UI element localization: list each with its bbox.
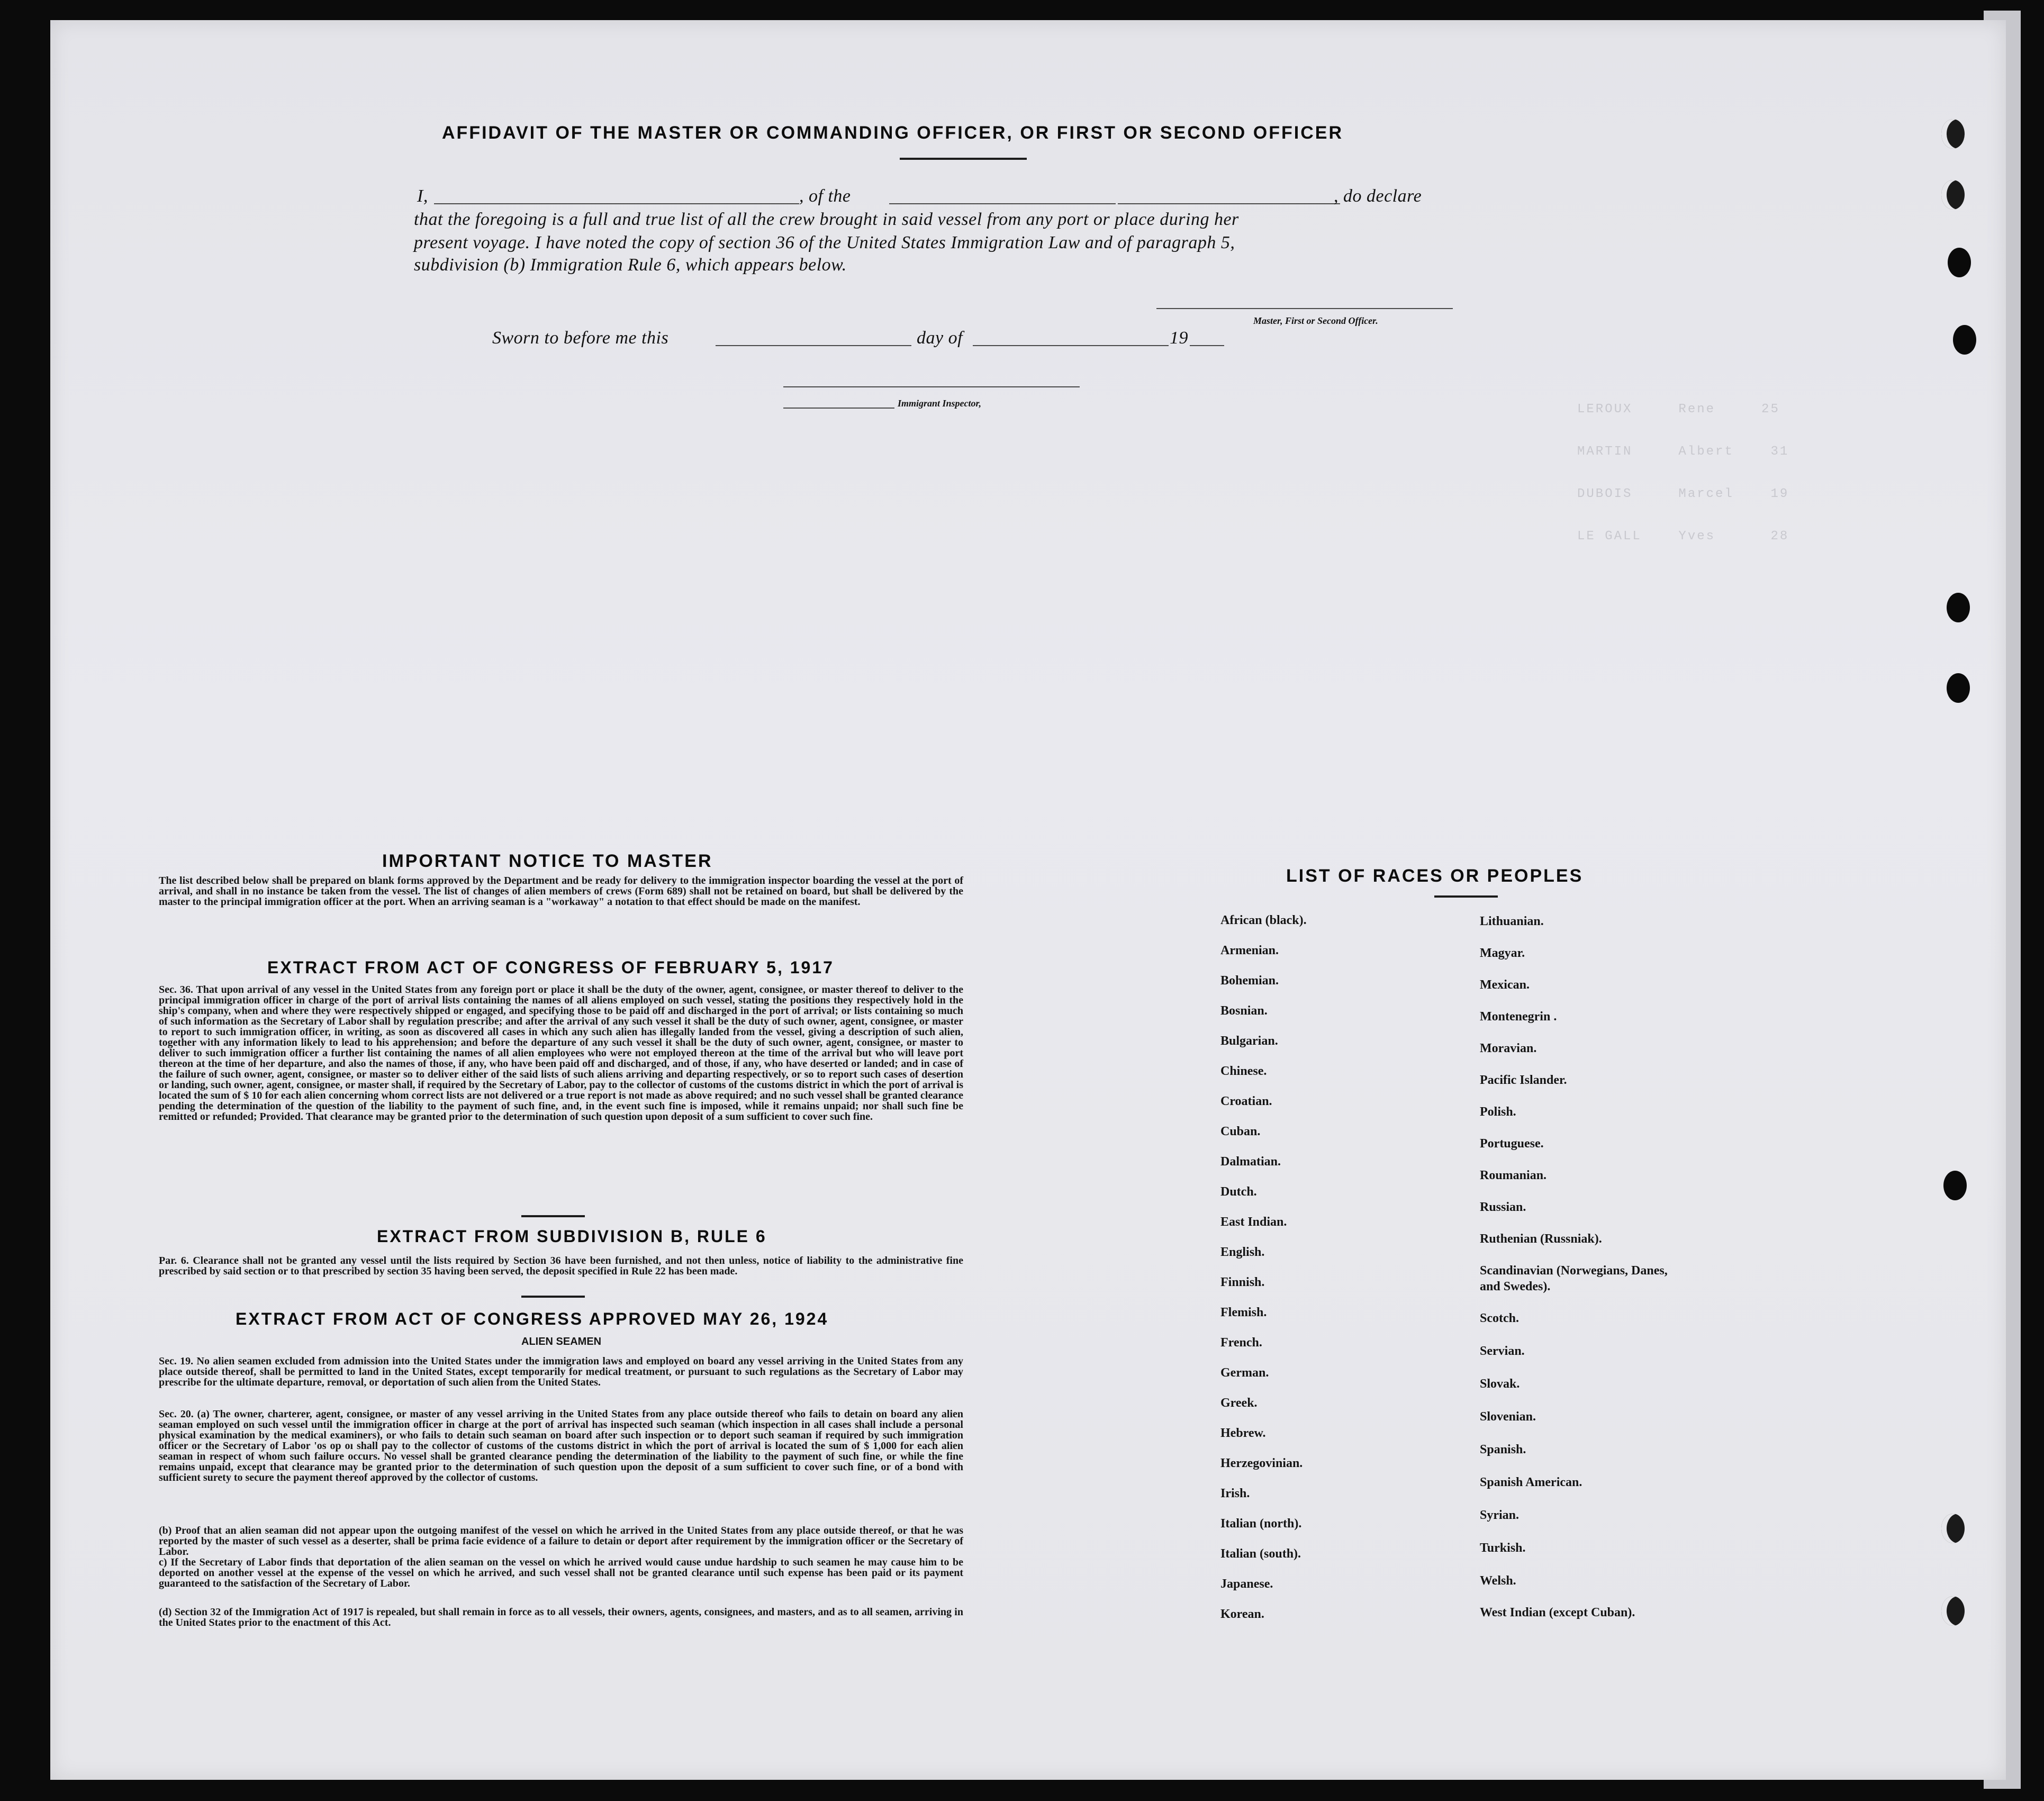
race-item: Magyar. [1480, 946, 1525, 960]
race-item: Slovak. [1480, 1377, 1520, 1391]
race-item: Greek. [1220, 1396, 1258, 1410]
signature-caption: Master, First or Second Officer. [1253, 315, 1378, 326]
race-item: Finnish. [1220, 1275, 1265, 1289]
binder-hole [1941, 180, 1965, 210]
race-item: Dutch. [1220, 1185, 1257, 1199]
race-item: Scandinavian (Norwegians, Danes, and Swedes). [1480, 1264, 1668, 1293]
day-field-line[interactable] [716, 345, 911, 346]
race-item: Italian (north). [1220, 1517, 1302, 1531]
year-field-line[interactable] [1190, 345, 1224, 346]
race-item: Lithuanian. [1480, 915, 1544, 928]
race-item: Flemish. [1220, 1306, 1267, 1319]
race-item: Croatian. [1220, 1094, 1272, 1108]
race-item: Cuban. [1220, 1125, 1261, 1138]
race-item: Armenian. [1220, 944, 1279, 957]
extract-1917-rule [521, 1215, 585, 1217]
extract-1917-body: Sec. 36. That upon arrival of any vessel in the United States from any foreign port or place it shall be the duty of the owner, agent, consignee, or master thereof to deliver to the principal immigration officer in charge of the port of arrival lists containing the names of all aliens employed on such vessel, stating the positions they respectively hold in the ship's company, when and where they were respectively shipped or engaged, and specifying those to be paid off and discharged in the port of arrival; or lists containing so much of such information as the Secretary of Labor shall by regulation prescribe; and after the arrival of any such vessel it shall be the duty of such owner, agent, consignee, or master to report to such immigration officer, in writing, as soon as discovered all cases in which any such alien has illegally landed from the vessel, giving a description of such alien, together with any information likely to lead to his apprehension; and before the departure of any such vessel it shall be the duty of such owner, agent, consignee, or master to deliver to such immigration officer a further list containing the names of all alien employees who were not employed thereon at the time of the arrival but who will leave port thereon at the time of her departure, and also the names of those, if any, who have been paid off and discharged, and of those, if any, who have deserted or landed; and in case of the failure of such owner, agent, consignee, or master so to deliver either of the said lists of such aliens arriving and departing respectively, or so to report such cases of desertion or landing, such owner, agent, consignee, or master shall, if required by the Secretary of Labor, pay to the collector of customs of the customs district in which the port of arrival is located the sum of $ 10 for each alien concerning whom correct lists are not delivered or a true report is not made as above required; and no such vessel shall be granted clearance pending the determination of the question of the liability to the payment of such fine, and, in the event such fine is imposed, while it remains unpaid; nor shall such fine be remitted or refunded; Provided. That clearance may be granted prior to the determination of such question upon deposit of a sum sufficient to cover such fine. [159, 984, 963, 1123]
races-title: LIST OF RACES OR PEOPLES [1286, 866, 1584, 886]
rule6-title: EXTRACT FROM SUBDIVISION B, RULE 6 [377, 1227, 767, 1246]
binder-hole [1953, 325, 1976, 355]
race-item: Servian. [1480, 1344, 1525, 1358]
race-item: Portuguese. [1480, 1137, 1544, 1151]
race-item: Italian (south). [1220, 1547, 1301, 1561]
inspector-caption: Immigrant Inspector, [898, 398, 982, 409]
race-item: Scotch. [1480, 1311, 1519, 1325]
race-item: Chinese. [1220, 1064, 1267, 1078]
race-item: Russian. [1480, 1200, 1526, 1214]
race-item: Spanish American. [1480, 1476, 1582, 1489]
vessel-field-line-1[interactable] [889, 203, 1116, 204]
signature-line[interactable] [1156, 308, 1453, 309]
race-item: Montenegrin . [1480, 1010, 1557, 1024]
extract-1917-title: EXTRACT FROM ACT OF CONGRESS OF FEBRUARY 5, 1917 [267, 958, 834, 977]
extract-1924-sec20d: (d) Section 32 of the Immigration Act of 1917 is repealed, but shall remain in force as to all vessels, their owners, agents, consignees, and masters, and as to all seamen, arriving in the United States prior to the enactment of this Act. [159, 1606, 963, 1628]
affidavit-line1-of: , of the [799, 186, 851, 206]
affidavit-title: AFFIDAVIT OF THE MASTER OR COMMANDING OFFICER, OR FIRST OR SECOND OFFICER [442, 123, 1343, 143]
extract-1924-sec20a: Sec. 20. (a) The owner, charterer, agent, consignee, or master of any vessel arriving in the United States from any place outside thereof who fails to detain on board any alien seaman employed on such vessel until the immigration officer in charge at the port of arrival has inspected such seaman (which inspection in all cases shall include a personal physical examination by the medical examiners), or who fails to detain such seaman on board after such inspection or to deport such seaman if required by such immigration officer or the Secretary of Labor 'os op oı shall pay to the collector of customs of the customs district in which the port of arrival is located the sum of $ 1,000 for each alien seaman in respect of whom such failure occurs. No vessel shall be granted clearance pending the determination of the liability to the payment of such fine, or while the fine remains unpaid, except that clearance may be granted prior to the determination of such question upon the deposit of a sum sufficient to cover such fine, or of a bond with sufficient surety to secure the payment thereof approved by the collector of customs. [159, 1408, 963, 1483]
race-item: Irish. [1220, 1487, 1250, 1500]
race-item: Herzegovinian. [1220, 1456, 1303, 1470]
extract-1924-title: EXTRACT FROM ACT OF CONGRESS APPROVED MAY 26, 1924 [236, 1309, 829, 1328]
race-item: West Indian (except Cuban). [1480, 1606, 1635, 1619]
race-item: Roumanian. [1480, 1169, 1547, 1182]
race-item: Japanese. [1220, 1577, 1273, 1591]
race-item: Welsh. [1480, 1574, 1516, 1588]
race-item: Spanish. [1480, 1443, 1526, 1456]
race-item: English. [1220, 1245, 1265, 1259]
inspector-dash-line [783, 408, 894, 409]
notice-body: The list described below shall be prepared on blank forms approved by the Department and be ready for delivery to the immigration inspector boarding the vessel at the port of arrival, and shall in no instance be taken from the vessel. The list of changes of alien members of crews (Form 689) shall not be retained on board, but shall be delivered by the master to the principal immigration officer at the port. When an arriving seaman is a "workaway" a notation to that effect should be made on the manifest. [159, 875, 963, 908]
race-item: Turkish. [1480, 1541, 1526, 1555]
race-item: Moravian. [1480, 1042, 1537, 1055]
binder-hole [1941, 1514, 1965, 1543]
race-item: Hebrew. [1220, 1426, 1266, 1440]
race-item: Polish. [1480, 1105, 1516, 1119]
race-item: Pacific Islander. [1480, 1073, 1567, 1087]
sworn-text: Sworn to before me this [492, 328, 669, 348]
races-title-rule [1434, 895, 1498, 898]
page: LEROUX Rene 25 MARTIN Albert 31 DUBOIS Marcel 19 LE GALL Yves 28 AFFIDAVIT OF THE MASTER OR COMMANDING OFFICER, OR FIRST OR SECOND OFFICER I, , of the , do declare that the foregoing is a full and true list of all the crew brought in said vessel from any port or place during her present voyage. I have noted the copy of section 36 of the United States Immigration Law and of paragraph 5, subdivision (b) Immigration Rule 6, which appears below. Master, First or Second Officer. Sworn to before me this day of 19 Immigrant Inspector, IMPORTANT NOTICE TO MASTER The list described below shall be prepared on blank forms approved by the Department and be ready for delivery to the immigration inspector boarding the vessel at the port of arrival, and shall in no instance be taken from the vessel. The list of changes of alien members of crews (Form 689) shall not be retained on board, but shall be delivered by the master to the principal immigration officer at the port. When an arriving seaman is a "workaway" a notation to that effect should be made on the manifest. EXTRACT FROM ACT OF CONGRESS OF FEBRUARY 5, 1917 Sec. 36. That upon arrival of any vessel in the United States from any foreign port or place it shall be the duty of the owner, agent, consignee, or master thereof to deliver to the principal immigration officer in charge of the port of arrival lists containing the names of all aliens employed on such vessel, stating the positions they respectively hold in the ship's company, when and where they were respectively shipped or engaged, and specifying those to be paid off and discharged in the port of arrival; or lists containing so much of such information as the Secretary of Labor shall by regulation prescribe; and after the arrival of any such vessel it shall be the duty of such owner, agent, consignee, or master to report to such immigration officer, in writing, as soon as discovered all cases in which any such alien has illegally landed from the vessel, giving a description of such alien, together with any information likely to lead to his apprehension; and before the departure of any such vessel it shall be the duty of such owner, agent, consignee, or master to deliver to such immigration officer a further list containing the names of all alien employees who were not employed thereon at the time of the arrival but who will leave port thereon at the time of her departure, and also the names of those, if any, who have been paid off and discharged, and of those, if any, who have deserted or landed; and in case of the failure of such owner, agent, consignee, or master so to deliver either of the said lists of such aliens arriving and departing respectively, or so to report such cases of desertion or landing, such owner, agent, consignee, or master shall, if required by the Secretary of Labor, pay to the collector of customs of the customs district in which the port of arrival is located the sum of $ 10 for each alien concerning whom correct lists are not delivered or a true report is not made as above required; and no such vessel shall be granted clearance pending the determination of the question of the liability to the payment of such fine, and, in the event such fine is imposed, while it remains unpaid; nor shall such fine be remitted or refunded; Provided. That clearance may be granted prior to the determination of such question upon deposit of a sum sufficient to cover such fine. EXTRACT FROM SUBDIVISION B, RULE 6 Par. 6. Clearance shall not be granted any vessel until the lists required by Section 36 have been furnished, and not then unless, notice of liability to the administrative fine prescribed by said section or to that prescribed by section 35 having been served, the deposit specified in Rule 22 has been made. EXTRACT FROM ACT OF CONGRESS APPROVED MAY 26, 1924 ALIEN SEAMEN Sec. 19. No alien seamen excluded from admission into the United States under the immigration laws and employed on board any vessel arriving in the United States from any place outside thereof, shall be permitted to land in the United States, except temporarily for medical treatment, or pursuant to such regulations as the Secretary of Labor may prescribe for the ultimate departure, removal, or deportation of such alien from the United States. Sec. 20. (a) The owner, charterer, agent, consignee, or master of any vessel arriving in the United States from any place outside thereof who fails to detain on board any alien seaman employed on such vessel until the immigration officer in charge at the port of arrival has inspected such seaman (which inspection in all cases shall include a personal physical examination by the medical examiners), or who fails to detain such seaman on board after such inspection or to deport such seaman if required by such immigration officer or the Secretary of Labor 'os op oı shall pay to the collector of customs of the customs district in which the port of arrival is located the sum of $ 1,000 for each alien seaman in respect of whom such failure occurs. No vessel shall be granted clearance pending the determination of the liability to the payment of such fine, or while the fine remains unpaid, except that clearance may be granted prior to the determination of such question upon the deposit of a sum sufficient to cover such fine, or of a bond with sufficient surety to secure the payment thereof approved by the collector of customs. (b) Proof that an alien seaman did not appear upon the outgoing manifest of the vessel on which he arrived in the United States from any place outside thereof, or that he was reported by the master of such vessel as a deserter, shall be prima facie evidence of a failure to detain or deport after requirement by the immigration officer or the Secretary of Labor. c) If the Secretary of Labor finds that deportation of the alien seaman on the vessel on which he arrived would cause undue hardship to such seamen he may cause him to be deported on another vessel at the expense of the vessel on which he arrived, and such vessel shall not be granted clearance until such expense has been paid or its payment guaranteed to the satisfaction of the Secretary of Labor. (d) Section 32 of the Immigration Act of 1917 is repealed, but shall remain in force as to all vessels, their owners, agents, consignees, and masters, and as to all seamen, arriving in the United States prior to the enactment of this Act. LIST OF RACES OR PEOPLES African (black). Armenian. Bohemian. Bosnian. Bulgarian. Chinese. Croatian. Cuban. Dalmatian. Dutch. East Indian. English. Finnish. Flemish. French. German. Greek. Hebrew. Herzegovinian. Irish. Italian (north). Italian (south). Japanese. Korean. Lithuanian. Magyar. Mexican. Montenegrin . Moravian. Pacific Islander. Polish. Portuguese. Roumanian. Russian. Ruthenian (Russniak). Scandinavian (Norwegians, Danes, and Swedes). Scotch. Servian. Slovak. Slovenian. Spanish. Spanish American. Syrian. Turkish. Welsh. West Indian (except Cuban). [0, 0, 2044, 1801]
race-item: Syrian. [1480, 1508, 1520, 1522]
day-of-text: day of [917, 328, 963, 348]
extract-1924-subtitle: ALIEN SEAMEN [521, 1336, 602, 1347]
binder-hole [1941, 119, 1965, 149]
year-prefix: 19 [1170, 328, 1188, 348]
rule6-body: Par. 6. Clearance shall not be granted any vessel until the lists required by Section 36 have been furnished, and not then unless, notice of liability to the administrative fine prescribed by said section or to that prescribed by section 35 having been served, the deposit specified in Rule 22 has been made. [159, 1255, 963, 1277]
month-field-line[interactable] [973, 345, 1169, 346]
vessel-field-line-2[interactable] [1118, 203, 1340, 204]
affidavit-line1-start: I, [417, 186, 428, 206]
binder-hole [1948, 248, 1971, 277]
binder-hole [1941, 1596, 1965, 1626]
rule6-rule [521, 1296, 585, 1298]
race-item: Bulgarian. [1220, 1034, 1278, 1048]
race-item: Ruthenian (Russniak). [1480, 1232, 1602, 1246]
notice-title: IMPORTANT NOTICE TO MASTER [382, 851, 713, 871]
affidavit-title-rule [900, 158, 1027, 160]
extract-1924-sec19: Sec. 19. No alien seamen excluded from admission into the United States under the immigration laws and employed on board any vessel arriving in the United States from any place outside thereof, shall be permitted to land in the United States, except temporarily for medical treatment, or pursuant to such regulations as the Secretary of Labor may prescribe for the ultimate departure, removal, or deportation of such alien from the United States. [159, 1355, 963, 1388]
affidavit-line1-end: , do declare [1334, 186, 1422, 206]
affidavit-line4: subdivision (b) Immigration Rule 6, which appears below. [414, 255, 847, 275]
race-item: Dalmatian. [1220, 1155, 1281, 1169]
race-item: Bosnian. [1220, 1004, 1268, 1018]
race-item: Mexican. [1480, 978, 1530, 992]
inspector-signature-line[interactable] [783, 386, 1080, 387]
affidavit-line2: that the foregoing is a full and true list of all the crew brought in said vessel from any port or place during her [414, 210, 1239, 229]
affidavit-line3: present voyage. I have noted the copy of section 36 of the United States Immigration Law and of paragraph 5, [414, 233, 1235, 252]
race-item: African (black). [1220, 913, 1307, 927]
race-item: French. [1220, 1336, 1262, 1350]
binder-hole [1947, 593, 1970, 622]
extract-1924-sec20b: (b) Proof that an alien seaman did not appear upon the outgoing manifest of the vessel on which he arrived in the United States from any place outside thereof, or that he was reported by the master of such vessel as a deserter, shall be prima facie evidence of a failure to detain or deport after requirement by the immigration officer or the Secretary of Labor. [159, 1525, 963, 1558]
race-item: Bohemian. [1220, 974, 1279, 988]
binder-hole [1947, 673, 1970, 703]
binder-hole [1943, 1171, 1967, 1200]
race-item: German. [1220, 1366, 1269, 1380]
name-field-line[interactable] [434, 203, 799, 204]
race-item: Korean. [1220, 1607, 1264, 1621]
extract-1924-sec20c: c) If the Secretary of Labor finds that deportation of the alien seaman on the vessel on which he arrived would cause undue hardship to such seamen he may cause him to be deported on another vessel at the expense of the vessel on which he arrived, and such vessel shall not be granted clearance until such expense has been paid or its payment guaranteed to the satisfaction of the Secretary of Labor. [159, 1556, 963, 1589]
race-item: Slovenian. [1480, 1410, 1536, 1424]
race-item: East Indian. [1220, 1215, 1287, 1229]
